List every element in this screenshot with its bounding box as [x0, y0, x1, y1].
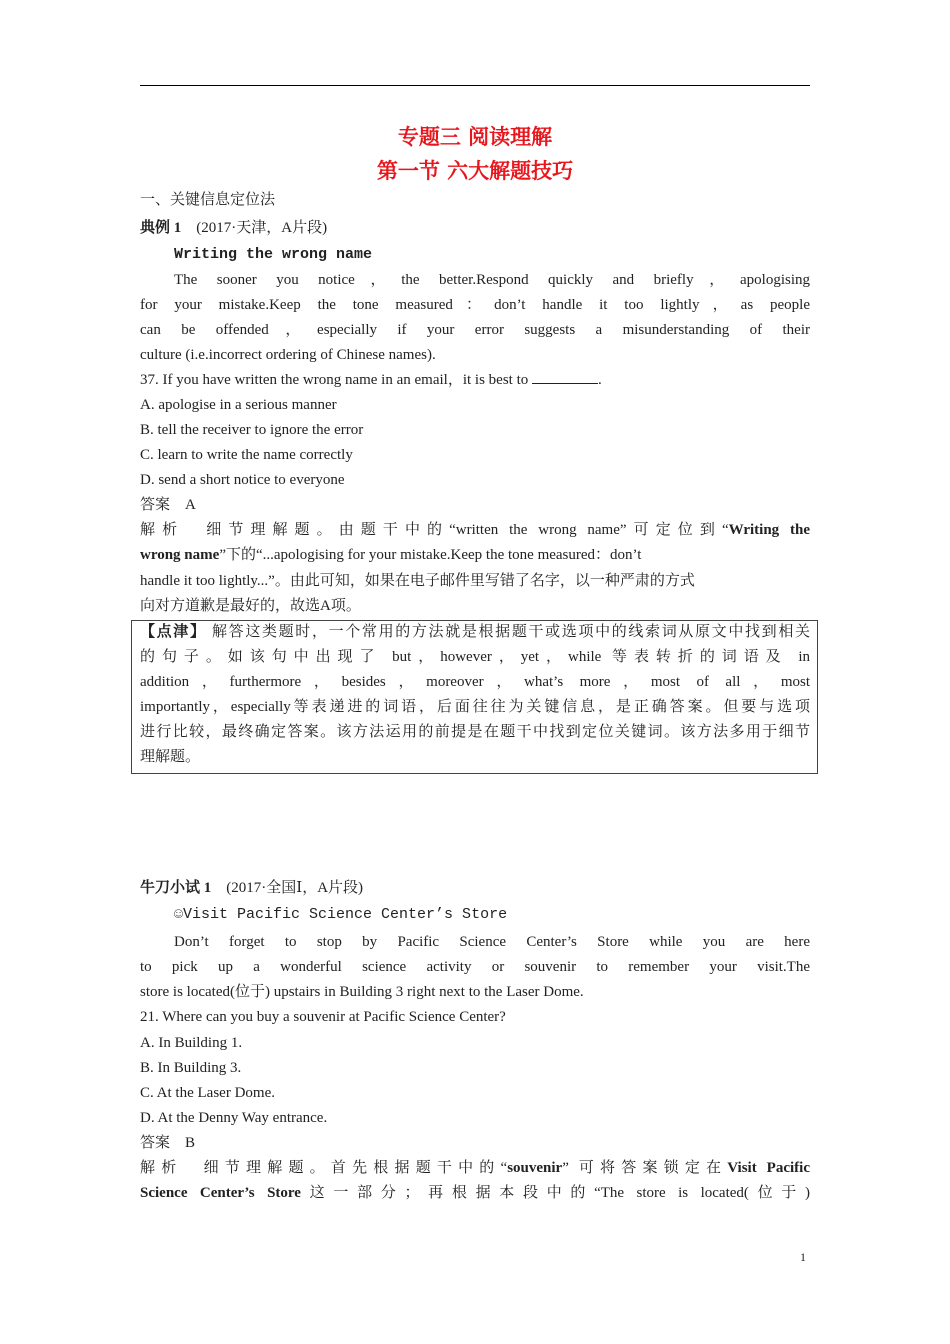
analysis-text: ”下的“...apologising for your mistake.Keep the tone measured：don’t [219, 547, 642, 563]
practice-title [174, 904, 810, 926]
answer: 答案 B [140, 1135, 196, 1151]
passage-line: The sooner you notice，the better.Respond quickly and briefly，apologising [174, 272, 810, 288]
method-heading: 一、关键信息定位法 [140, 192, 276, 208]
example-label [140, 217, 810, 239]
practice-label [140, 877, 810, 899]
analysis-line: handle it too lightly...”。由此可知，如果在电子邮件里写错了名字，以一种严肃的方式 [140, 573, 695, 589]
question-37 [140, 369, 810, 391]
page-number: 1 [800, 1250, 806, 1264]
analysis-line [140, 1157, 810, 1179]
passage-line: to pick up a wonderful science activity or souvenir to remember your visit.The [140, 959, 810, 975]
passage-line: store is located(位于) upstairs in Building 3 right next to the Laser Dome. [140, 984, 584, 1000]
option-c: C. At the Laser Dome. [140, 1085, 275, 1101]
tip-line: addition，furthermore，besides，moreover，what’s more，most of all，most [140, 674, 810, 690]
tip-line: 理解题。 [140, 749, 201, 765]
analysis-text: ” 可将答案锁定在 [562, 1160, 728, 1176]
question-text: 37. If you have written the wrong name in an email，it is best to [140, 372, 529, 388]
tip-line: importantly，especially等表递进的词语，后面往往为关键信息，是正确答案。但要与选项 [140, 699, 810, 715]
practice-tag: 牛刀小试 1 [140, 880, 212, 896]
passage-line: for your mistake.Keep the tone measured：don’t handle it too lightly，as people [140, 297, 810, 313]
tip-line: 进行比较，最终确定答案。该方法运用的前提是在题干中找到定位关键词。该方法多用于细节 [140, 724, 810, 740]
passage-line: can be offended，especially if your error suggests a misunderstanding of their [140, 322, 810, 338]
answer: 答案 A [140, 497, 196, 513]
analysis-text: 这一部分；再根据本段中的“The store is located(位于) [300, 1185, 810, 1201]
header-rule [140, 85, 810, 86]
analysis-line [140, 544, 810, 566]
option-a: A. apologise in a serious manner [140, 397, 337, 413]
practice-source: (2017·全国Ⅰ，A片段) [226, 880, 364, 896]
answer-blank [532, 369, 598, 384]
analysis-bold: souvenir [507, 1160, 563, 1176]
passage-line: culture (i.e.incorrect ordering of Chinese names). [140, 347, 436, 363]
smiley-icon: ☺ [174, 906, 184, 923]
analysis-line [140, 1182, 810, 1204]
analysis-bold: Writing the [728, 522, 810, 538]
analysis-bold: Science Center’s Store [140, 1185, 301, 1201]
tip-label: 【点津】 [140, 624, 207, 640]
analysis-line [140, 519, 810, 541]
tip-text: 解答这类题时，一个常用的方法就是根据题干或选项中的线索词从原文中找到相关 [212, 624, 810, 640]
option-c: C. learn to write the name correctly [140, 447, 353, 463]
option-d: D. At the Denny Way entrance. [140, 1110, 328, 1126]
example-source: (2017·天津，A片段) [196, 220, 328, 236]
option-b: B. tell the receiver to ignore the error [140, 422, 364, 438]
practice-heading: Visit Pacific Science Center’s Store [183, 906, 508, 923]
example-tag: 典例 1 [140, 220, 182, 236]
topic-title: 专题三 阅读理解 [397, 125, 553, 149]
passage-line: Don’t forget to stop by Pacific Science Center’s Store while you are here [174, 934, 810, 950]
analysis-text: 解析 细节理解题。首先根据题干中的“ [140, 1160, 508, 1176]
analysis-line: 向对方道歉是最好的，故选A项。 [140, 598, 361, 614]
option-a: A. In Building 1. [140, 1035, 243, 1051]
option-b: B. In Building 3. [140, 1060, 242, 1076]
section-title: 第一节 六大解题技巧 [376, 159, 574, 183]
option-d: D. send a short notice to everyone [140, 472, 345, 488]
question-end: . [598, 372, 602, 388]
analysis-text: 解析 细节理解题。由题干中的“written the wrong name”可定位到“ [140, 522, 729, 538]
analysis-bold: wrong name [140, 547, 220, 563]
passage-title: Writing the wrong name [174, 246, 373, 263]
tip-line [140, 621, 810, 643]
question-21: 21. Where can you buy a souvenir at Pacific Science Center? [140, 1009, 506, 1025]
analysis-bold: Visit Pacific [727, 1160, 810, 1176]
tip-line: 的句子。如该句中出现了 but，however，yet，while 等表转折的词语及 in [140, 649, 810, 665]
